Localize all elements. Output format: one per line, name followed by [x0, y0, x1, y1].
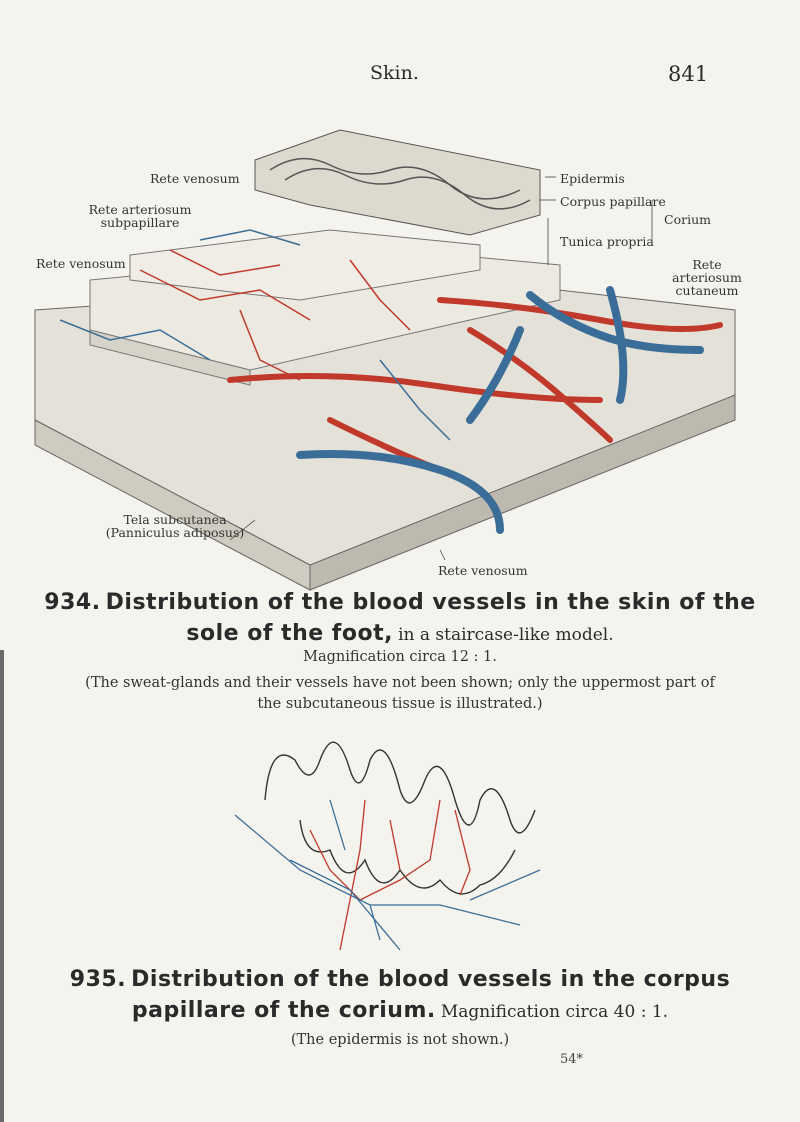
label-rete-venosum-left: Rete venosum [36, 256, 126, 271]
page-number: 841 [668, 62, 709, 86]
caption-number: 934. [44, 590, 101, 615]
page-edge [0, 650, 4, 1122]
label-line: cutaneum [675, 283, 739, 298]
label-tunica-propria: Tunica propria [560, 234, 654, 249]
label-line: (Panniculus adiposus) [105, 525, 245, 540]
label-line: Rete arteriosum [88, 202, 192, 217]
papillae-outline [265, 742, 535, 894]
label-epidermis: Epidermis [560, 171, 625, 186]
caption-rest: Magnification circa 40 : 1. [440, 1002, 669, 1022]
label-line: Rete [692, 257, 722, 272]
caption-number: 935. [69, 967, 127, 992]
caption-bold: Distribution of the blood vessels in the skin of the sole of the foot, [105, 590, 756, 646]
label-line: arteriosum [672, 270, 742, 285]
signature-mark: 54* [560, 1052, 584, 1067]
figure-935-caption [40, 965, 760, 1027]
label-line: subpapillare [100, 215, 180, 230]
figure-935-note: (The epidermis is not shown.) [290, 1032, 510, 1048]
caption-bold: Distribution of the blood vessels in the corpus papillare of the corium. [131, 967, 731, 1023]
label-corium: Corium [664, 212, 711, 227]
label-line: Tela subcutanea [123, 512, 227, 527]
running-header-title: Skin. [370, 62, 419, 84]
figure-934-magnification: Magnification circa 12 : 1. [303, 649, 497, 665]
caption-rest: in a staircase-like model. [398, 625, 614, 645]
label-rete-venosum-top: Rete venosum [150, 171, 240, 186]
figure-934-note: (The sweat-glands and their vessels have not been shown; only the uppermost part of the subcutaneous tissue is illustrated.) [85, 675, 715, 712]
label-corpus-papillare: Corpus papillare [560, 194, 666, 209]
label-rete-venosum-bottom: Rete venosum [438, 563, 528, 578]
